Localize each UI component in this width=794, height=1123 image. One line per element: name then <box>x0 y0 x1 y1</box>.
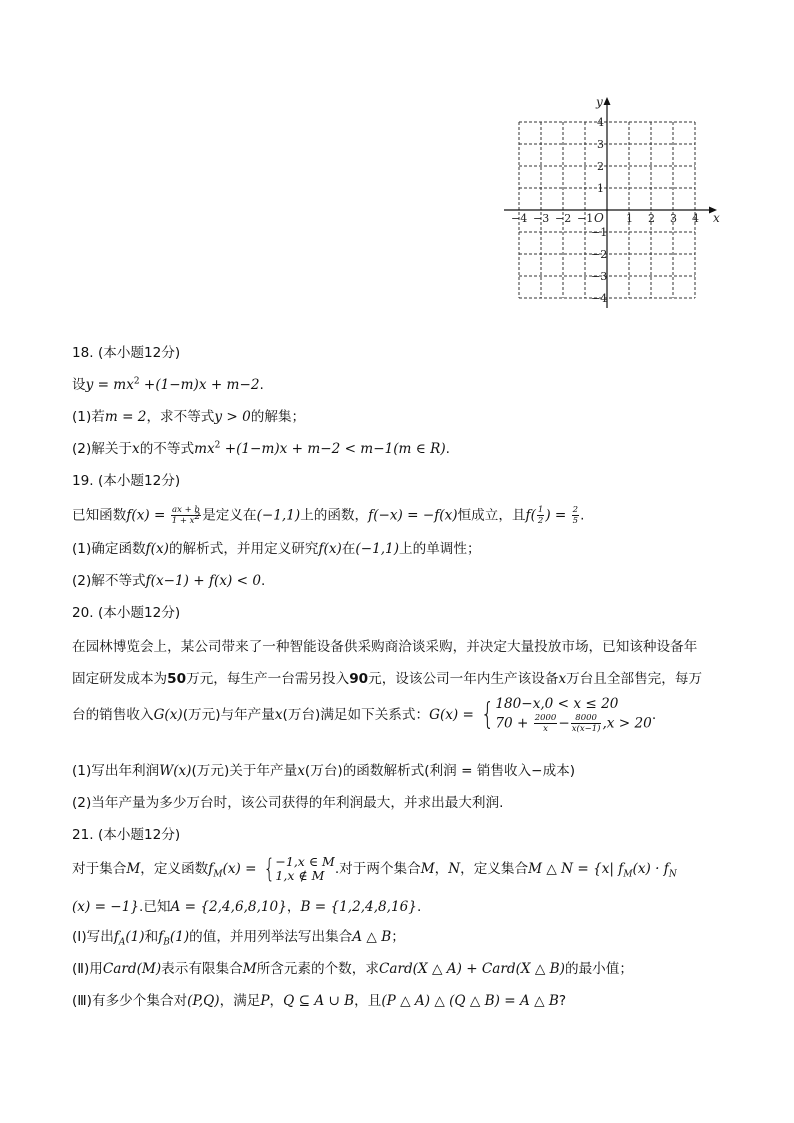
q18-intro: 设$y = mx^2 +(1-m)x + m-2$. <box>72 376 264 393</box>
x-tick-label: 2 <box>648 212 655 225</box>
q20-line3: 台的销售收入G(x)(万元)与年产量x(万台)满足如下关系式：G(x) = { 180−x,0 < x ≤ 20 70 + $\frac{2000}{x}$ − $\frac{8000}{x(x-1)}$ ,x > 20 . <box>72 696 657 734</box>
y-tick-label: 4 <box>597 116 604 129</box>
y-tick-label: −2 <box>591 248 608 261</box>
coordinate-grid-svg <box>498 94 722 312</box>
q19-part2: (2)解不等式f(x−1) + f(x) < 0. <box>72 573 266 589</box>
q20-header: 20. (本小题12分) <box>72 605 181 621</box>
x-tick-label: 4 <box>692 212 699 225</box>
q20-line1: 在园林博览会上，某公司带来了一种智能设备供采购商洽谈采购，并决定大量投放市场，已知该种设备年 <box>72 639 698 655</box>
y-tick-label: −3 <box>591 270 608 283</box>
coordinate-grid-figure <box>498 94 722 312</box>
y-tick-label: −4 <box>591 292 608 305</box>
q18-part1: (1)若m = 2，求不等式y > 0的解集； <box>72 409 306 425</box>
x-tick-label: −4 <box>511 212 528 225</box>
q21-part1: (Ⅰ)写出$f_A(1)$和$f_B(1)$的值，并用列举法写出集合A △ B； <box>72 929 405 948</box>
x-tick-label: −2 <box>555 212 572 225</box>
q18-part2: (2)解关于x的不等式$mx^2 +(1-m)x + m-2 < m-1(m$ ∈ R). <box>72 440 450 457</box>
fraction: $\frac{2000}{x}$ <box>534 713 557 734</box>
y-axis-label: y <box>596 95 603 109</box>
q19-header: 19. (本小题12分) <box>72 473 181 489</box>
x-tick-label: 3 <box>670 212 677 225</box>
left-brace: { <box>263 854 275 884</box>
x-tick-label: −3 <box>533 212 550 225</box>
y-tick-label: 1 <box>597 182 604 195</box>
y-tick-label: 3 <box>597 138 604 151</box>
fraction: $\frac{8000}{x(x-1)}$ <box>571 713 601 734</box>
q20-line2: 固定研发成本为50万元，每生产一台需另投入90元，设该公司一年内生产该设备x万台且全部售完，每万 <box>72 671 703 687</box>
x-tick-label: −1 <box>577 212 594 225</box>
q21-part2: (Ⅱ)用Card(M)表示有限集合M所含元素的个数，求Card(X △ A) + Card(X △ B)的最小值； <box>72 961 633 977</box>
q20-part2: (2)当年产量为多少万台时，该公司获得的年利润最大，并求出最大利润. <box>72 795 504 811</box>
q21-header: 21. (本小题12分) <box>72 827 181 843</box>
piecewise-cases: 180−x,0 < x ≤ 20 70 + $\frac{2000}{x}$ − $\frac{8000}{x(x-1)}$ ,x > 20 <box>495 696 652 734</box>
q19-part1: (1)确定函数f(x)的解析式，并用定义研究f(x)在(−1,1)上的单调性； <box>72 541 481 557</box>
q21-line1: 对于集合M，定义函数$f_M(x)$ = { −1,x ∈ M 1,x ∉ M .对于两个集合M，N，定义集合M △ N = {x| $f_M(x) \cdot f_N$ <box>72 854 677 884</box>
q18-header: 18. (本小题12分) <box>72 345 181 361</box>
origin-label: O <box>594 211 604 225</box>
x-axis-label: x <box>713 211 720 225</box>
fraction: $\frac{1}{2}$ <box>537 505 544 526</box>
membership-cases: −1,x ∈ M 1,x ∉ M <box>275 854 335 883</box>
y-axis-arrow <box>604 97 611 105</box>
q20-part1: (1)写出年利润W(x)(万元)关于年产量x(万台)的函数解析式(利润 = 销售收入−成本) <box>72 763 576 779</box>
y-tick-label: −1 <box>591 226 608 239</box>
q21-part3: (Ⅲ)有多少个集合对(P,Q)，满足P，Q ⊆ A ∪ B，且(P △ A) △ (Q △ B) = A △ B? <box>72 993 567 1009</box>
x-tick-labels <box>511 212 699 225</box>
y-tick-label: 2 <box>597 160 604 173</box>
q19-intro: 已知函数f(x) = $\frac{ax + b}{1 + x^2}$ 是定义在(−1,1)上的函数，f(−x) = −f(x)恒成立，且f( $\frac{1}{2}$ ) = $\frac{2}{5}$ . <box>72 505 585 526</box>
fraction: $\frac{ax + b}{1 + x^2}$ <box>171 505 201 526</box>
x-tick-label: 1 <box>626 212 633 225</box>
left-brace: { <box>481 697 495 732</box>
q21-line2: (x) = −1}.已知A = {2,4,6,8,10}，B = {1,2,4,8,16}. <box>72 899 422 915</box>
fraction: $\frac{2}{5}$ <box>572 505 579 526</box>
